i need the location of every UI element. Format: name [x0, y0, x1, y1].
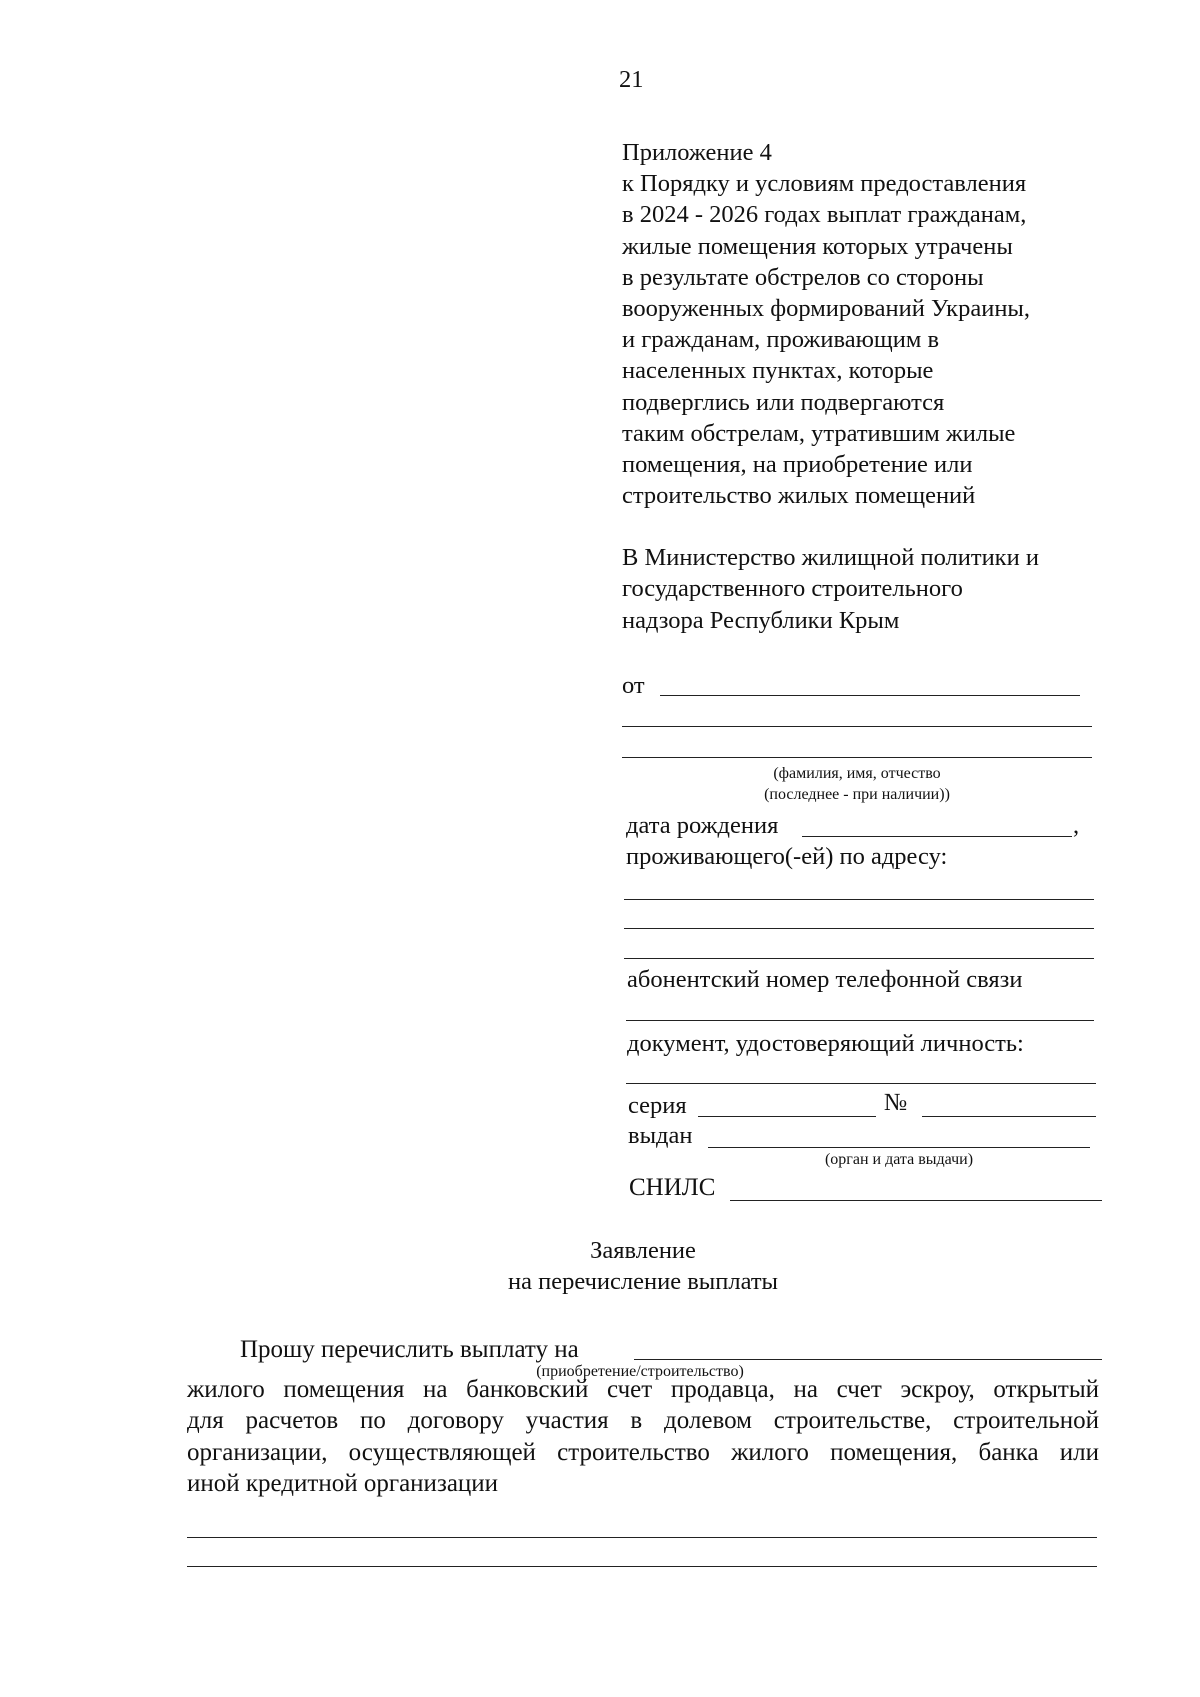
id-document-label: документ, удостоверяющий личность:	[627, 1030, 1024, 1057]
statement-body-line: для расчетов по договору участия в долевом строительстве, строительной	[187, 1407, 1099, 1435]
phone-label: абонентский номер телефонной связи	[627, 966, 1023, 993]
fio-field-line-3[interactable]	[622, 757, 1092, 758]
appendix-line: Приложение 4	[622, 139, 772, 166]
address-field-line-3[interactable]	[624, 958, 1094, 959]
snils-field[interactable]	[730, 1200, 1102, 1201]
phone-field[interactable]	[626, 1020, 1094, 1021]
appendix-line: в результате обстрелов со стороны	[622, 263, 984, 291]
appendix-line: населенных пунктах, которые	[622, 357, 934, 385]
series-field[interactable]	[698, 1116, 876, 1117]
appendix-line: строительство жилых помещений	[622, 482, 976, 510]
appendix-header	[622, 137, 1102, 511]
issued-label: выдан	[628, 1122, 693, 1149]
fio-hint: (фамилия, имя, отчество	[773, 765, 941, 782]
appendix-line: и гражданам, проживающим в	[622, 326, 940, 354]
statement-title: Заявление	[590, 1237, 696, 1264]
series-label: серия	[628, 1092, 687, 1119]
birth-date-field[interactable]	[802, 836, 1072, 837]
statement-body	[187, 1374, 1099, 1499]
addressee-block	[622, 542, 1039, 636]
statement-body-line: иной кредитной организации	[187, 1469, 499, 1497]
appendix-line: жилые помещения которых утрачены	[622, 232, 1013, 260]
address-field-line-1[interactable]	[624, 899, 1094, 900]
bank-field-line-1[interactable]	[187, 1537, 1097, 1538]
address-label: проживающего(-ей) по адресу:	[626, 843, 948, 870]
statement-body-line: организации, осуществляющей строительство жилого помещения, банка или	[187, 1438, 1099, 1466]
addressee-line: государственного строительного	[622, 575, 963, 603]
address-field-line-2[interactable]	[624, 928, 1094, 929]
bank-field-line-2[interactable]	[187, 1566, 1097, 1567]
issued-field[interactable]	[708, 1147, 1090, 1148]
addressee-line: В Министерство жилищной политики и	[622, 544, 1039, 571]
number-field[interactable]	[922, 1116, 1096, 1117]
number-label: №	[884, 1089, 908, 1116]
appendix-line: помещения, на приобретение или	[622, 451, 973, 479]
statement-subtitle: на перечисление выплаты	[507, 1268, 778, 1295]
snils-label: СНИЛС	[629, 1174, 716, 1201]
appendix-line: подверглись или подвергаются	[622, 388, 945, 416]
addressee-line: надзора Республики Крым	[622, 606, 900, 634]
birth-date-comma: ,	[1073, 812, 1080, 839]
statement-body-line: жилого помещения на банковский счет продавца, на счет эскроу, открытый	[187, 1376, 1099, 1403]
fio-field-line-2[interactable]	[622, 726, 1092, 727]
appendix-line: к Порядку и условиям предоставления	[622, 170, 1027, 198]
appendix-line: таким обстрелам, утратившим жилые	[622, 419, 1016, 447]
fio-hint-optional: (последнее - при наличии))	[764, 786, 950, 803]
purpose-hint: (приобретение/строительство)	[536, 1363, 744, 1380]
id-document-field[interactable]	[626, 1083, 1096, 1084]
appendix-line: в 2024 - 2026 годах выплат гражданам,	[622, 201, 1027, 229]
purpose-field[interactable]	[634, 1359, 1102, 1360]
fio-field-line-1[interactable]	[660, 695, 1080, 696]
birth-date-label: дата рождения	[626, 812, 779, 839]
request-label: Прошу перечислить выплату на	[240, 1336, 579, 1363]
from-label: от	[622, 672, 645, 699]
appendix-line: вооруженных формирований Украины,	[622, 295, 1031, 323]
issued-hint: (орган и дата выдачи)	[824, 1151, 974, 1168]
page-number: 21	[619, 66, 644, 93]
